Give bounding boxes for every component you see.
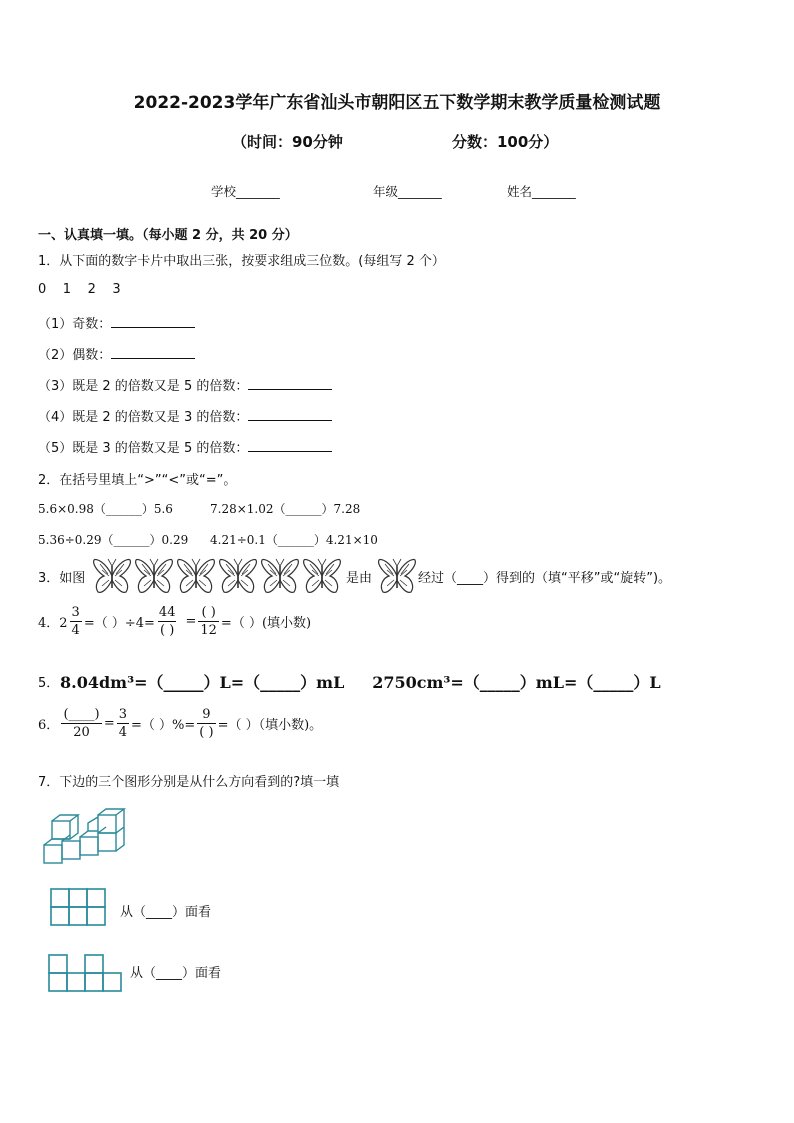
q3-mid: 是由	[346, 571, 373, 586]
q5-num: 5．	[38, 676, 60, 691]
section-heading: 一、认真填一填。（每小题 2 分，共 20 分）	[38, 228, 298, 243]
view1-label: 从（____）面看	[120, 905, 212, 920]
grade-field: 年级_______	[373, 184, 442, 199]
butterfly-icon	[377, 556, 417, 596]
q4-expression: 4．2 $\frac{3}{4}$ =（ ）÷4= $\frac{44}{( )}$ = $\frac{( )}{12}$ =（ ）(填小数)	[38, 605, 312, 638]
q3-prefix: 3．如图	[38, 571, 86, 586]
q3-suffix: 经过（____）得到的（填“平移”或“旋转”)。	[418, 571, 672, 586]
exam-time: （时间：90分钟	[232, 133, 343, 151]
q1-item: （2）偶数：	[38, 344, 195, 363]
q1-cards: 0 1 2 3	[38, 282, 121, 297]
q1-item: （4）既是 2 的倍数又是 3 的倍数：	[38, 406, 332, 425]
q2-c: 5.36÷0.29（______）0.29	[38, 533, 189, 547]
q2-d: 4.21÷0.1（______）4.21×10	[210, 533, 378, 547]
view2-label: 从（____）面看	[130, 966, 222, 981]
exam-score: 分数：100分）	[452, 133, 559, 151]
side-view-grid	[48, 954, 126, 994]
q2-stem: 2．在括号里填上“>”“<”或“=”。	[38, 473, 237, 488]
butterfly-icon	[304, 559, 341, 592]
page-title: 2022-2023学年广东省汕头市朝阳区五下数学期末教学质量检测试题	[133, 93, 661, 113]
name-field: 姓名_______	[507, 184, 576, 199]
butterfly-icon	[94, 559, 131, 592]
cube-stack-figure	[42, 803, 126, 865]
butterfly-icon	[178, 559, 215, 592]
butterfly-icon	[262, 559, 299, 592]
q5-text: 8.04dm³=（_____）L=（_____）mL 2750cm³=（_____）mL=（_____）L	[60, 673, 661, 692]
butterfly-row	[92, 556, 344, 596]
q2-b: 7.28×1.02（______）7.28	[210, 502, 361, 516]
butterfly-icon	[220, 559, 257, 592]
butterfly-icon	[136, 559, 173, 592]
front-view-grid	[50, 888, 108, 928]
q2-a: 5.6×0.98（______）5.6	[38, 502, 173, 516]
q1-item: （5）既是 3 的倍数又是 5 的倍数：	[38, 437, 332, 456]
q1-stem: 1．从下面的数字卡片中取出三张，按要求组成三位数。(每组写 2 个）	[38, 254, 445, 269]
q1-item: （3）既是 2 的倍数又是 5 的倍数：	[38, 375, 332, 394]
q1-item: （1）奇数：	[38, 313, 195, 332]
q7-stem: 7．下边的三个图形分别是从什么方向看到的?填一填	[38, 775, 340, 790]
q6-expression: 6． $\frac{(\_\_\_\_)}{20}$ = $\frac{3}{4}$ =（ ）%= $\frac{9}{( )}$ =（ ）（填小数)。	[38, 707, 323, 740]
school-field: 学校_______	[211, 184, 280, 199]
